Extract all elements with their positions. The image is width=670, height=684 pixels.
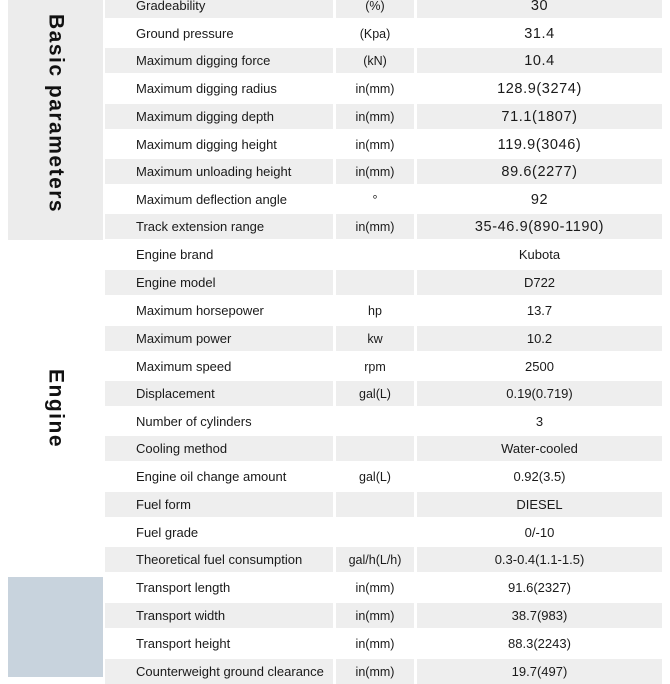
param-name: Maximum digging depth xyxy=(105,104,333,129)
param-value: 2500 xyxy=(417,354,662,379)
param-unit xyxy=(336,242,414,267)
param-name: Maximum power xyxy=(105,326,333,351)
param-name: Engine brand xyxy=(105,242,333,267)
table-row xyxy=(105,104,665,129)
section-label-basic xyxy=(8,0,103,240)
table-row xyxy=(105,132,665,157)
param-name: Transport width xyxy=(105,603,333,628)
param-name: Cooling method xyxy=(105,436,333,461)
table-row xyxy=(105,547,665,572)
table-row xyxy=(105,464,665,489)
param-value: 92 xyxy=(417,187,662,212)
table-row xyxy=(105,381,665,406)
param-name: Fuel form xyxy=(105,492,333,517)
param-value: 128.9(3274) xyxy=(417,76,662,101)
table-row xyxy=(105,76,665,101)
param-unit xyxy=(336,409,414,434)
param-unit: in(mm) xyxy=(336,132,414,157)
param-value: 0.3-0.4(1.1-1.5) xyxy=(417,547,662,572)
param-unit: in(mm) xyxy=(336,575,414,600)
param-name: Maximum speed xyxy=(105,354,333,379)
section-label-engine xyxy=(8,243,103,574)
table-row xyxy=(105,214,665,239)
param-name: Fuel grade xyxy=(105,520,333,545)
param-name: Engine oil change amount xyxy=(105,464,333,489)
param-value: 19.7(497) xyxy=(417,659,662,684)
param-value: 35-46.9(890-1190) xyxy=(417,214,662,239)
section-label-transport xyxy=(8,577,103,677)
param-name: Displacement xyxy=(105,381,333,406)
section-basic-title: Basic parameters xyxy=(44,14,68,214)
param-value: 31.4 xyxy=(417,21,662,46)
param-unit: gal(L) xyxy=(336,381,414,406)
param-value: 0.19(0.719) xyxy=(417,381,662,406)
param-value: DIESEL xyxy=(417,492,662,517)
table-row xyxy=(105,659,665,684)
param-unit xyxy=(336,270,414,295)
param-unit: rpm xyxy=(336,354,414,379)
param-unit xyxy=(336,492,414,517)
param-unit: gal(L) xyxy=(336,464,414,489)
param-value: D722 xyxy=(417,270,662,295)
table-row xyxy=(105,0,665,18)
param-name: Number of cylinders xyxy=(105,409,333,434)
param-value: Water-cooled xyxy=(417,436,662,461)
param-value: 0.92(3.5) xyxy=(417,464,662,489)
table-row xyxy=(105,48,665,73)
param-unit: (kN) xyxy=(336,48,414,73)
table-row xyxy=(105,409,665,434)
table-row xyxy=(105,159,665,184)
param-unit: in(mm) xyxy=(336,76,414,101)
table-row xyxy=(105,575,665,600)
param-name: Counterweight ground clearance xyxy=(105,659,333,684)
param-name: Maximum unloading height xyxy=(105,159,333,184)
table-row xyxy=(105,270,665,295)
table-row xyxy=(105,492,665,517)
param-unit xyxy=(336,520,414,545)
param-value: 89.6(2277) xyxy=(417,159,662,184)
param-unit: in(mm) xyxy=(336,631,414,656)
param-value: Kubota xyxy=(417,242,662,267)
param-name: Maximum horsepower xyxy=(105,298,333,323)
param-unit: (Kpa) xyxy=(336,21,414,46)
param-unit: in(mm) xyxy=(336,214,414,239)
param-name: Maximum deflection angle xyxy=(105,187,333,212)
param-name: Ground pressure xyxy=(105,21,333,46)
param-value: 91.6(2327) xyxy=(417,575,662,600)
param-value: 10.4 xyxy=(417,48,662,73)
param-unit: in(mm) xyxy=(336,659,414,684)
param-unit xyxy=(336,436,414,461)
param-name: Maximum digging force xyxy=(105,48,333,73)
param-value: 30 xyxy=(417,0,662,18)
param-name: Track extension range xyxy=(105,214,333,239)
table-row xyxy=(105,242,665,267)
param-value: 119.9(3046) xyxy=(417,132,662,157)
param-unit: hp xyxy=(336,298,414,323)
table-row xyxy=(105,520,665,545)
param-unit: ° xyxy=(336,187,414,212)
table-row xyxy=(105,187,665,212)
param-value: 3 xyxy=(417,409,662,434)
param-name: Maximum digging height xyxy=(105,132,333,157)
param-name: Gradeability xyxy=(105,0,333,18)
table-row xyxy=(105,354,665,379)
param-value: 71.1(1807) xyxy=(417,104,662,129)
param-unit: in(mm) xyxy=(336,603,414,628)
param-name: Transport height xyxy=(105,631,333,656)
param-unit: gal/h(L/h) xyxy=(336,547,414,572)
table-row xyxy=(105,298,665,323)
param-unit: (%) xyxy=(336,0,414,18)
param-name: Theoretical fuel consumption xyxy=(105,547,333,572)
table-row xyxy=(105,436,665,461)
table-row xyxy=(105,603,665,628)
param-name: Maximum digging radius xyxy=(105,76,333,101)
param-value: 0/-10 xyxy=(417,520,662,545)
section-engine-title: Engine xyxy=(44,368,68,448)
table-row xyxy=(105,21,665,46)
param-value: 38.7(983) xyxy=(417,603,662,628)
param-unit: in(mm) xyxy=(336,159,414,184)
param-unit: kw xyxy=(336,326,414,351)
param-value: 13.7 xyxy=(417,298,662,323)
param-unit: in(mm) xyxy=(336,104,414,129)
param-name: Transport length xyxy=(105,575,333,600)
param-value: 88.3(2243) xyxy=(417,631,662,656)
param-value: 10.2 xyxy=(417,326,662,351)
table-row xyxy=(105,631,665,656)
param-name: Engine model xyxy=(105,270,333,295)
table-row xyxy=(105,326,665,351)
